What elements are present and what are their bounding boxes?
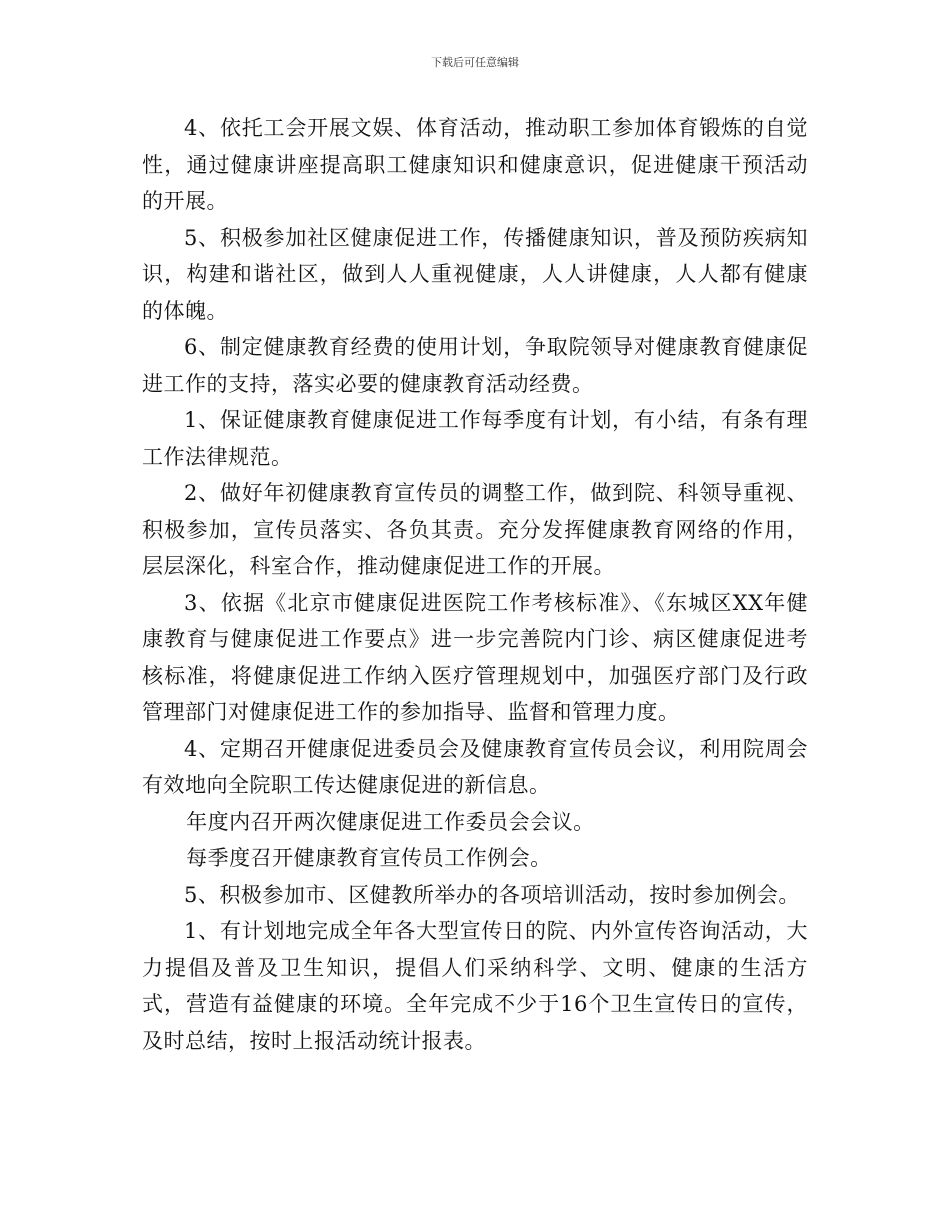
- paragraph-funding-plan: 6、制定健康教育经费的使用计划，争取院领导对健康教育健康促进工作的支持，落实必要的健康教育活动经费。: [142, 335, 808, 396]
- paragraph-training: 5、积极参加市、区健教所举办的各项培训活动，按时参加例会。: [184, 882, 800, 907]
- paragraph-committee-meetings: 4、定期召开健康促进委员会及健康教育宣传员会议，利用院周会有效地向全院职工传达健康促进的新信息。: [142, 736, 808, 797]
- paragraph-quarterly-plan: 1、保证健康教育健康促进工作每季度有计划，有小结，有条有理工作法律规范。: [142, 408, 808, 469]
- paragraph-publicity-days: 1、有计划地完成全年各大型宣传日的院、内外宣传咨询活动，大力提倡及普及卫生知识，提倡人们采纳科学、文明、健康的生活方式，营造有益健康的环境。全年完成不少于16个卫生宣传日的宣传，及时总结，按时上报活动统计报表。: [142, 919, 808, 1053]
- page-header-note: 下载后可任意编辑: [431, 56, 519, 69]
- paragraph-quarterly-meetings: 每季度召开健康教育宣传员工作例会。: [186, 846, 552, 870]
- paragraph-community-health: 5、积极参加社区健康促进工作，传播健康知识，普及预防疾病知识，构建和谐社区，做到人人重视健康，人人讲健康，人人都有健康的体魄。: [142, 225, 808, 323]
- document-body: [142, 110, 808, 1059]
- paragraph-union-activities: 4、依托工会开展文娱、体育活动，推动职工参加体育锻炼的自觉性，通过健康讲座提高职工健康知识和健康意识，促进健康干预活动的开展。: [142, 116, 808, 213]
- paragraph-annual-meetings: 年度内召开两次健康促进工作委员会会议。: [186, 809, 595, 834]
- paragraph-staff-adjustment: 2、做好年初健康教育宣传员的调整工作，做到院、科领导重视、积极参加，宣传员落实、各负其责。充分发挥健康教育网络的作用，层层深化，科室合作，推动健康促进工作的开展。: [142, 481, 808, 578]
- paragraph-assessment-standards: 3、依据《北京市健康促进医院工作考核标准》、《东城区XX年健康教育与健康促进工作要点》进一步完善院内门诊、病区健康促进考核标准，将健康促进工作纳入医疗管理规划中，加强医疗部门及行政管理部门对健康促进工作的参加指导、监督和管理力度。: [142, 590, 808, 724]
